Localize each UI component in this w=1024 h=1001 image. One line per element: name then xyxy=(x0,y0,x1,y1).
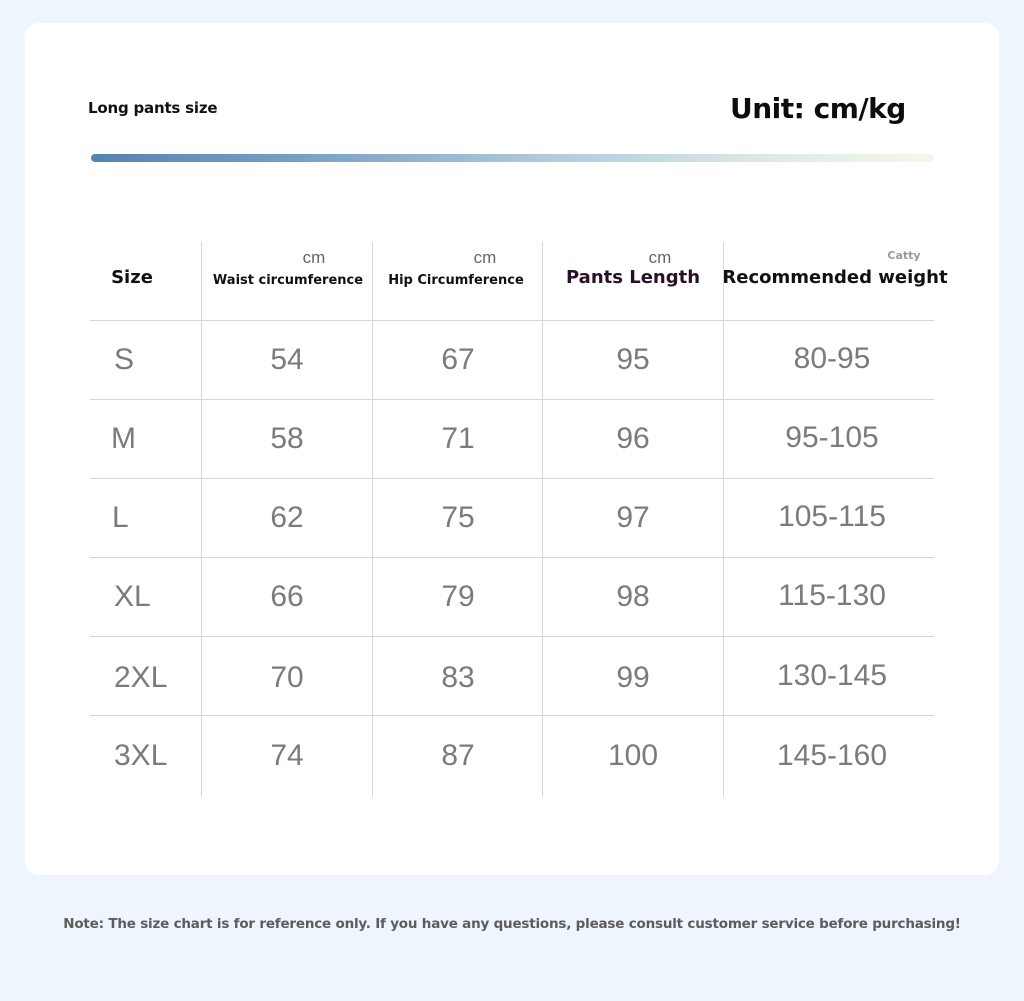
weight-cell: 105-115 xyxy=(778,500,886,533)
column-divider xyxy=(723,242,724,797)
header-length-unit: cm xyxy=(648,248,672,267)
hip-cell: 71 xyxy=(441,422,475,455)
header-waist-unit: cm xyxy=(302,248,326,267)
row-divider xyxy=(90,715,934,716)
hip-cell: 67 xyxy=(441,343,475,376)
column-divider xyxy=(542,242,543,797)
hip-cell: 79 xyxy=(441,580,475,613)
length-cell: 99 xyxy=(616,661,650,694)
header-waist: Waist circumference xyxy=(212,273,364,288)
length-cell: 95 xyxy=(616,343,650,376)
gradient-divider xyxy=(91,154,934,162)
size-cell: M xyxy=(111,422,136,455)
header-weight: Recommended weight xyxy=(722,267,948,288)
weight-cell: 130-145 xyxy=(776,659,888,692)
column-divider xyxy=(201,242,202,797)
waist-cell: 74 xyxy=(270,739,304,772)
length-cell: 98 xyxy=(616,580,650,613)
length-cell: 97 xyxy=(616,501,650,534)
size-cell: XL xyxy=(114,580,151,613)
unit-label: Unit: cm/kg xyxy=(730,92,906,125)
row-divider xyxy=(90,399,934,400)
weight-cell: 80-95 xyxy=(793,342,871,375)
weight-cell: 95-105 xyxy=(785,421,879,454)
row-divider xyxy=(90,478,934,479)
weight-cell: 145-160 xyxy=(776,739,888,772)
waist-cell: 66 xyxy=(270,580,304,613)
waist-cell: 58 xyxy=(270,422,304,455)
hip-cell: 87 xyxy=(441,739,475,772)
size-cell: 2XL xyxy=(114,661,168,694)
header-hip: Hip Circumference xyxy=(388,273,524,288)
hip-cell: 75 xyxy=(441,501,475,534)
hip-cell: 83 xyxy=(441,661,475,694)
waist-cell: 54 xyxy=(270,343,304,376)
header-size: Size xyxy=(111,267,153,288)
page-title: Long pants size xyxy=(88,99,218,117)
disclaimer-note: Note: The size chart is for reference only. If you have any questions, please consult customer service before purchasing! xyxy=(63,916,961,932)
weight-cell: 115-130 xyxy=(778,579,886,612)
row-divider xyxy=(90,320,934,321)
size-table xyxy=(90,242,948,797)
header-hip-unit: cm xyxy=(473,248,497,267)
row-divider xyxy=(90,557,934,558)
waist-cell: 70 xyxy=(270,661,304,694)
size-cell: 3XL xyxy=(114,739,168,772)
length-cell: 96 xyxy=(616,422,650,455)
header-weight-unit: Catty xyxy=(887,249,921,262)
waist-cell: 62 xyxy=(270,501,304,534)
row-divider xyxy=(90,636,934,637)
length-cell: 100 xyxy=(607,739,659,772)
size-cell: L xyxy=(112,501,129,534)
column-divider xyxy=(372,242,373,797)
size-cell: S xyxy=(114,343,135,376)
header-length: Pants Length xyxy=(565,267,701,288)
